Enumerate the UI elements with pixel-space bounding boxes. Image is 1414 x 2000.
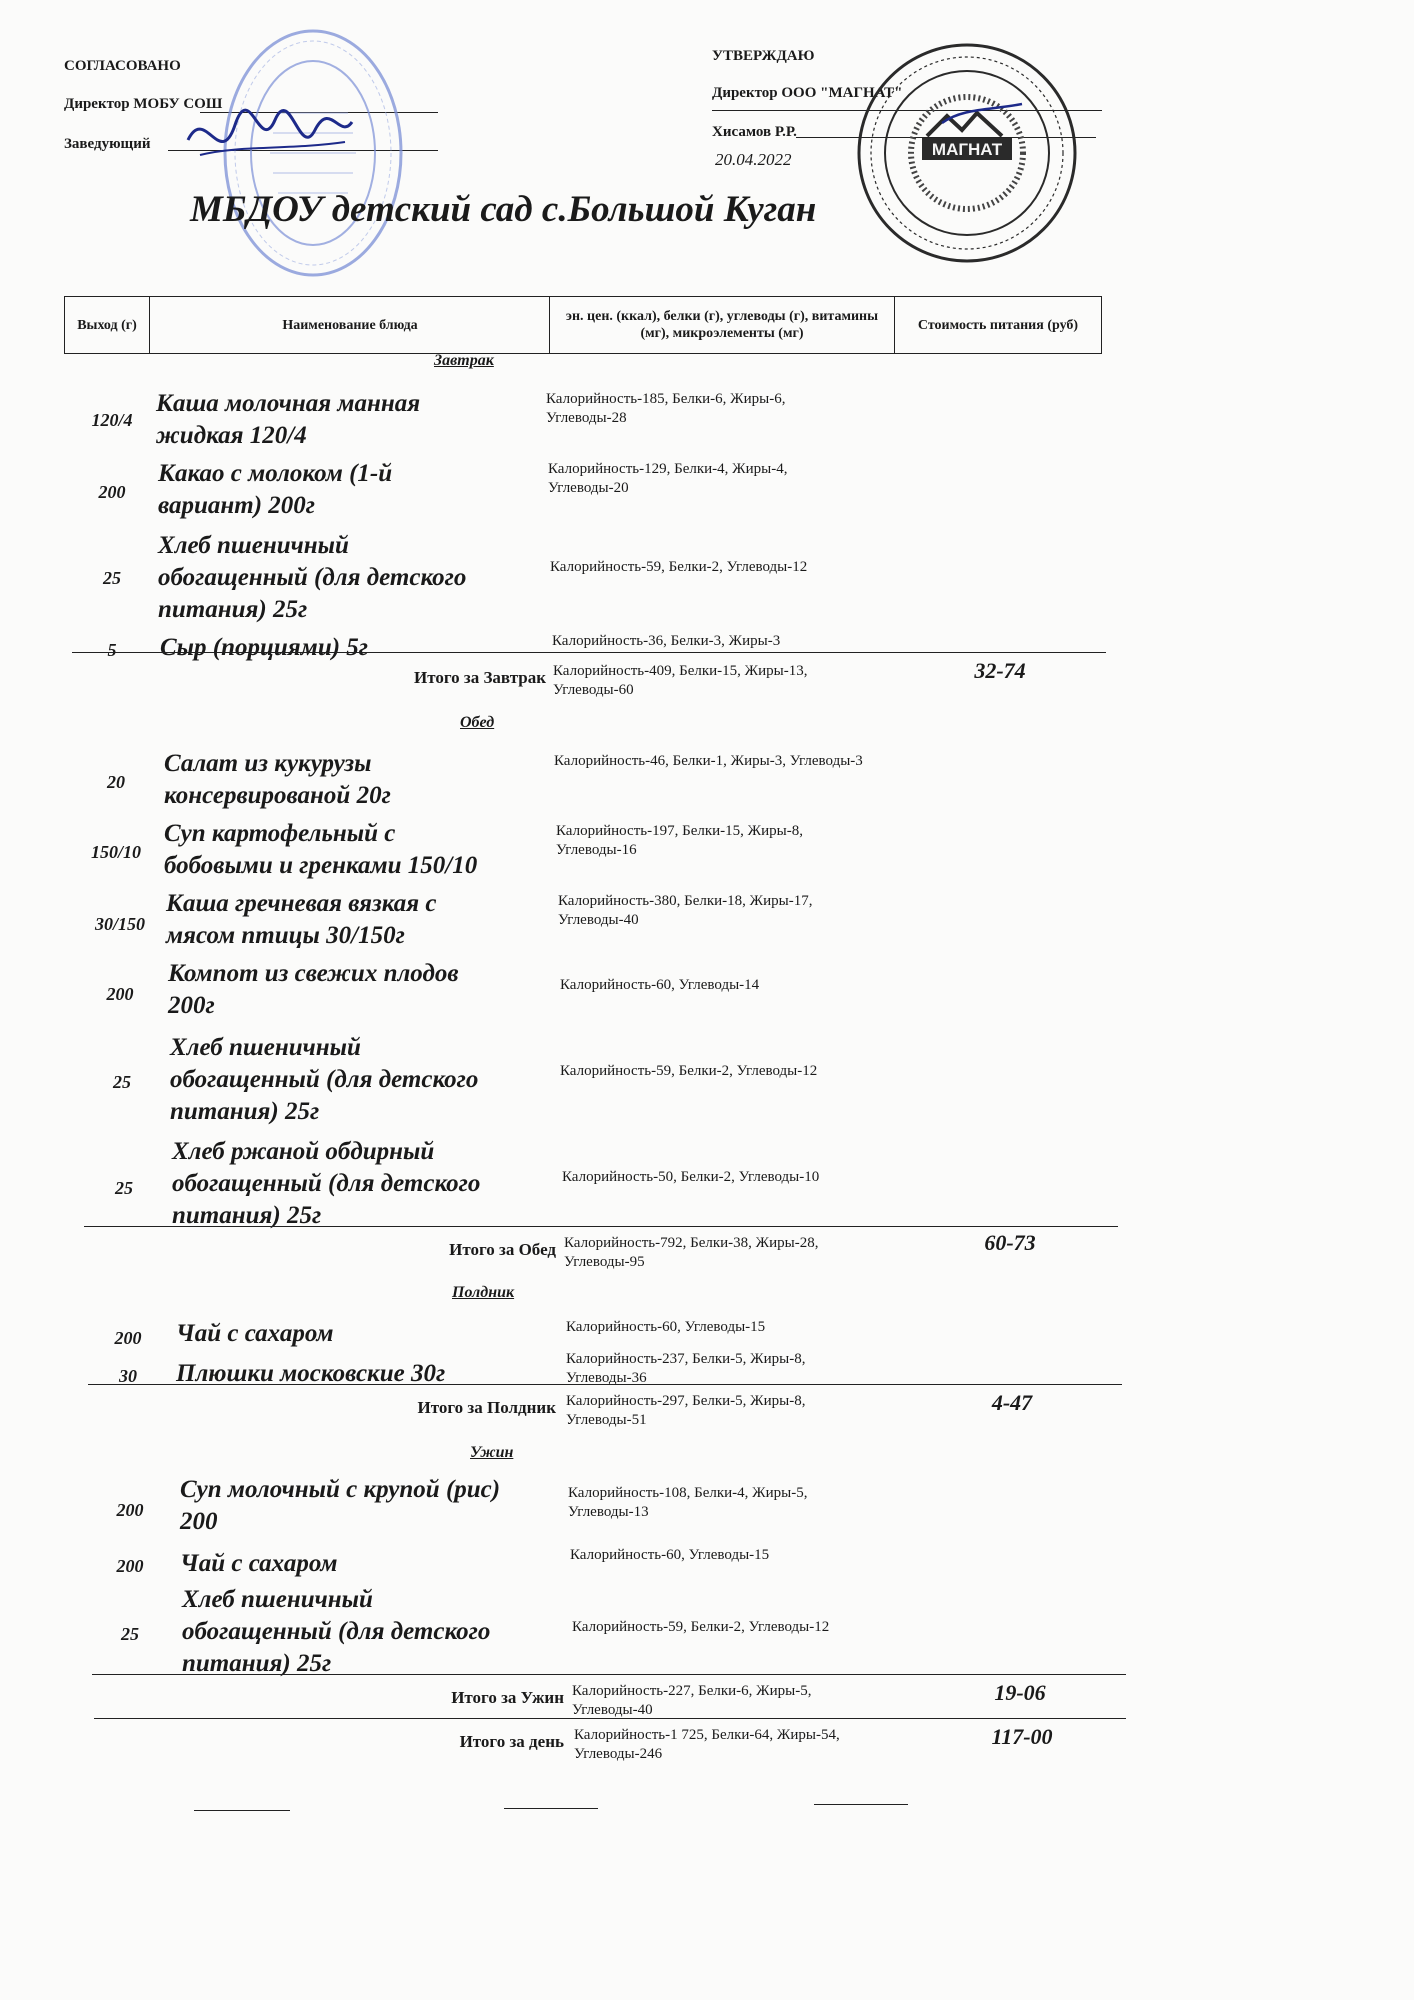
header-weight: Выход (г) [77, 317, 137, 333]
total-cost: 32-74 [974, 658, 1026, 683]
approval-left-line1: Директор МОБУ СОШ [64, 96, 223, 112]
signature-line [504, 1808, 598, 1809]
dish-nutrition: Калорийность-60, Углеводы-15 [566, 1319, 766, 1335]
dish-nutrition: Калорийность-108, Белки-4, Жиры-5, Углеводы-13 [568, 1485, 808, 1520]
day-total-cost: 117-00 [991, 1724, 1053, 1749]
dish-weight: 200 [98, 482, 126, 502]
signature-line [814, 1804, 908, 1805]
section-title: Ужин [470, 1444, 514, 1461]
total-divider [72, 652, 1106, 653]
dish-weight: 25 [121, 1624, 139, 1644]
dish-nutrition: Калорийность-50, Белки-2, Углеводы-10 [562, 1169, 820, 1185]
day-total-nutrition: Калорийность-1 725, Белки-64, Жиры-54, Углеводы-246 [574, 1727, 840, 1762]
dish-nutrition: Калорийность-59, Белки-2, Углеводы-12 [572, 1619, 830, 1635]
dish-weight: 20 [107, 772, 125, 792]
section-title: Полдник [452, 1284, 515, 1301]
dish-name: Чай с сахаром [176, 1320, 334, 1347]
dish-name: Хлеб пшеничный обогащенный (для детского питания) 25г [182, 1586, 491, 1677]
dish-weight: 25 [115, 1178, 133, 1198]
dish-name: Чай с сахаром [180, 1550, 338, 1577]
total-cost: 60-73 [984, 1230, 1036, 1255]
dish-name: Салат из кукурузы консервированой 20г [164, 750, 391, 809]
total-label: Итого за Ужин [451, 1688, 564, 1707]
approval-right-status: УТВЕРЖДАЮ [712, 48, 815, 64]
total-label: Итого за Обед [449, 1240, 556, 1259]
dish-weight: 200 [114, 1328, 142, 1348]
dish-weight: 200 [106, 984, 134, 1004]
dish-name: Хлеб пшеничный обогащенный (для детского питания) 25г [170, 1034, 479, 1125]
stamp-label: МАГНАТ [931, 140, 1003, 159]
dish-weight: 5 [107, 640, 117, 660]
dish-weight: 25 [103, 568, 121, 588]
dish-nutrition: Калорийность-46, Белки-1, Жиры-3, Углеводы-3 [554, 753, 863, 769]
total-cost: 4-47 [991, 1390, 1033, 1415]
section-title: Завтрак [434, 352, 494, 369]
dish-name: Каша молочная манная жидкая 120/4 [156, 390, 421, 449]
page-title: МБДОУ детский сад с.Большой Куган [190, 189, 817, 230]
dish-name: Плюшки московские 30г [176, 1360, 446, 1387]
day-total-label: Итого за день [459, 1732, 564, 1751]
approval-right-line1: Директор ООО "МАГНАТ" [712, 85, 903, 101]
dish-weight: 120/4 [91, 410, 133, 430]
approval-left-status: СОГЛАСОВАНО [64, 58, 181, 74]
dish-name: Суп молочный с крупой (рис) 200 [180, 1476, 501, 1535]
dish-weight: 150/10 [90, 842, 141, 862]
header-cost: Стоимость питания (руб) [894, 297, 1101, 353]
signature-line [194, 1810, 290, 1811]
dish-name: Компот из свежих плодов 200г [168, 960, 459, 1019]
dish-nutrition: Калорийность-59, Белки-2, Углеводы-12 [550, 559, 808, 575]
total-cost: 19-06 [994, 1680, 1046, 1705]
dish-name: Сыр (порциями) 5г [160, 634, 369, 661]
dish-nutrition: Калорийность-129, Белки-4, Жиры-4, Углеводы-20 [548, 461, 788, 496]
dish-weight: 200 [116, 1500, 144, 1520]
dish-weight: 25 [113, 1072, 131, 1092]
total-nutrition: Калорийность-297, Белки-5, Жиры-8, Углеводы-51 [566, 1393, 806, 1428]
dish-name: Суп картофельный с бобовыми и гренками 150/10 [164, 820, 478, 879]
day-total-divider [94, 1718, 1126, 1719]
total-divider [88, 1384, 1122, 1385]
total-divider [84, 1226, 1118, 1227]
dish-nutrition: Калорийность-237, Белки-5, Жиры-8, Углеводы-36 [566, 1351, 806, 1386]
dish-nutrition: Калорийность-60, Углеводы-15 [570, 1547, 770, 1563]
dish-nutrition: Калорийность-380, Белки-18, Жиры-17, Углеводы-40 [558, 893, 813, 928]
total-label: Итого за Завтрак [413, 668, 546, 687]
table-header [64, 296, 1102, 354]
total-nutrition: Калорийность-792, Белки-38, Жиры-28, Углеводы-95 [564, 1235, 819, 1270]
total-label: Итого за Полдник [417, 1398, 556, 1417]
dish-nutrition: Калорийность-36, Белки-3, Жиры-3 [552, 633, 781, 649]
total-divider [92, 1674, 1126, 1675]
dish-nutrition: Калорийность-197, Белки-15, Жиры-8, Углеводы-16 [556, 823, 803, 858]
signature-icon [180, 100, 360, 170]
dish-weight: 30/150 [94, 914, 145, 934]
approval-right-date: 20.04.2022 [715, 150, 792, 169]
total-nutrition: Калорийность-227, Белки-6, Жиры-5, Углеводы-40 [572, 1683, 812, 1718]
header-nutrition: эн. цен. (ккал), белки (г), углеводы (г), витамины (мг), микроэлементы (мг) [549, 297, 894, 353]
approval-left-line2: Заведующий [64, 136, 151, 152]
approval-right-name: Хисамов Р.Р. [712, 124, 797, 140]
dish-weight: 200 [116, 1556, 144, 1576]
company-stamp-icon [852, 38, 1082, 268]
dish-name: Хлеб ржаной обдирный обогащенный (для детского питания) 25г [172, 1138, 481, 1229]
dish-nutrition: Калорийность-60, Углеводы-14 [560, 977, 760, 993]
dish-nutrition: Калорийность-185, Белки-6, Жиры-6, Углеводы-28 [546, 391, 786, 426]
header-dish: Наименование блюда [149, 297, 550, 353]
dish-nutrition: Калорийность-59, Белки-2, Углеводы-12 [560, 1063, 818, 1079]
section-title: Обед [460, 714, 495, 731]
dish-name: Каша гречневая вязкая с мясом птицы 30/150г [166, 890, 437, 949]
dish-name: Какао с молоком (1-й вариант) 200г [158, 460, 393, 519]
dish-name: Хлеб пшеничный обогащенный (для детского питания) 25г [158, 532, 467, 623]
total-nutrition: Калорийность-409, Белки-15, Жиры-13, Углеводы-60 [553, 663, 808, 698]
dish-weight: 30 [119, 1366, 137, 1386]
